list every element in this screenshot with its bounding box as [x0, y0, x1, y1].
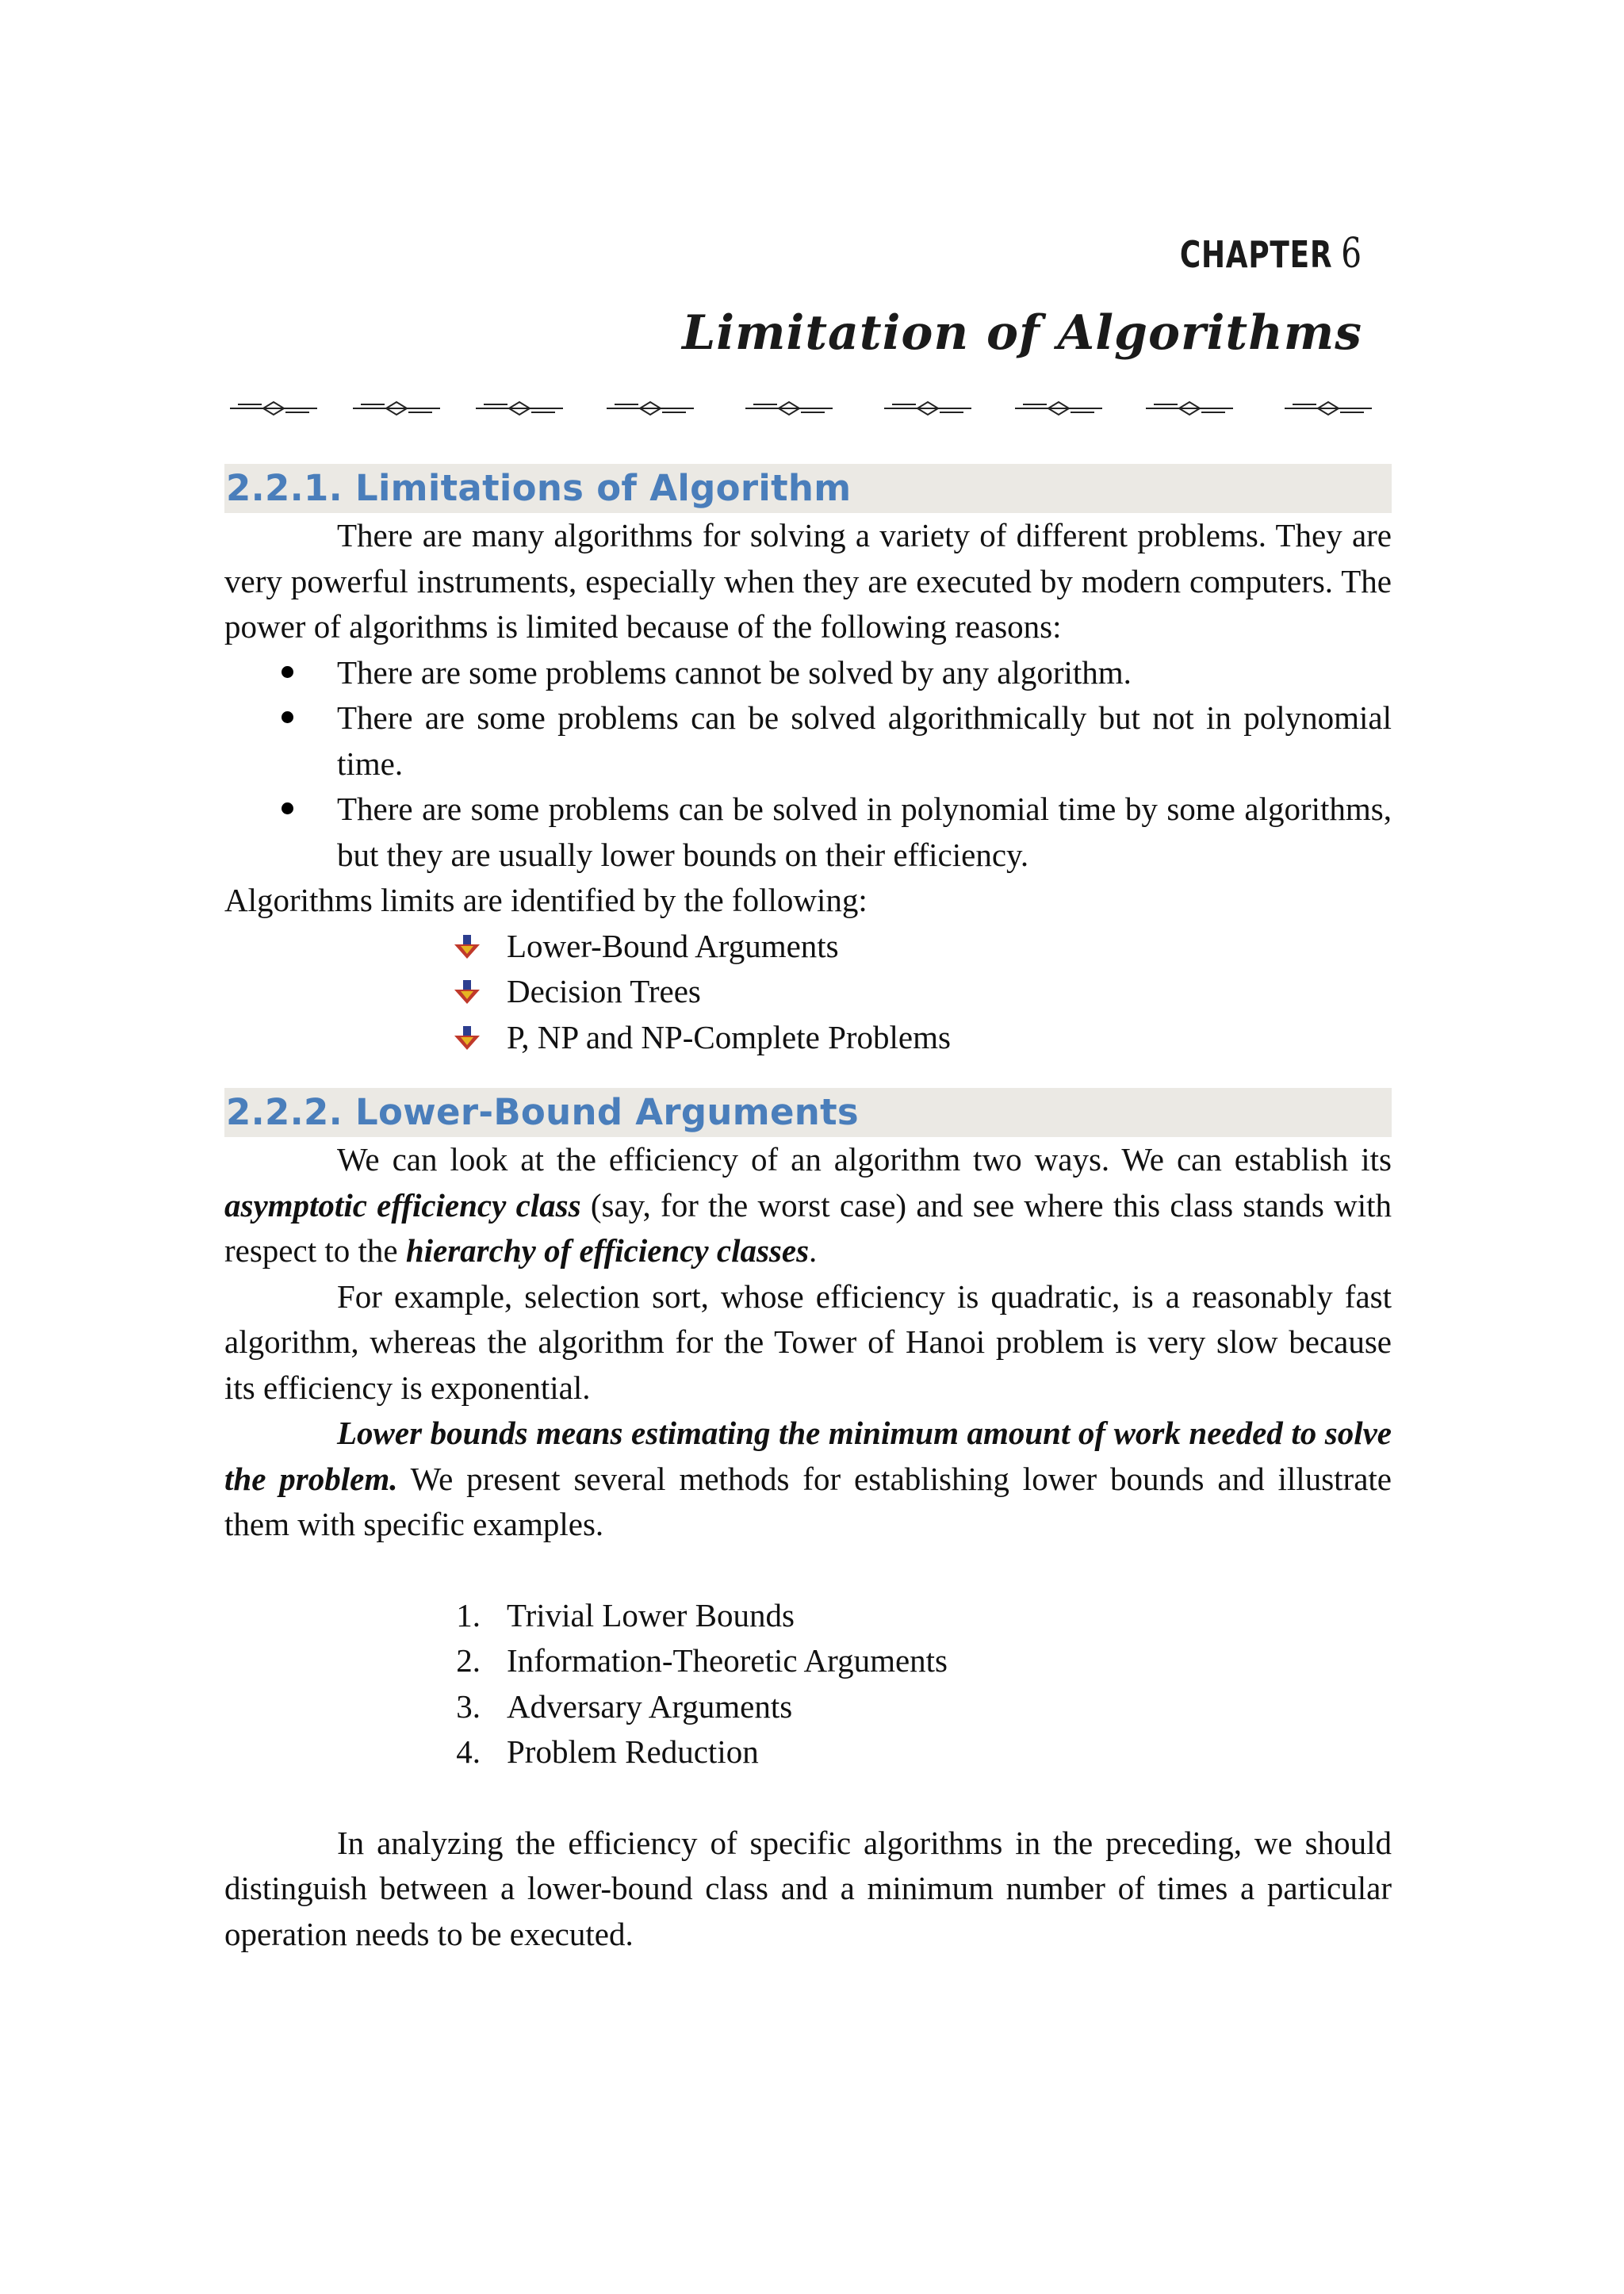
- emphasis-term: asymptotic efficiency class: [224, 1186, 581, 1224]
- down-arrow-bullet-icon: [453, 980, 481, 1005]
- chapter-title: Limitation of Algorithms: [682, 305, 1362, 361]
- diamond-ornament-icon: [230, 393, 1380, 424]
- list-item: [224, 1638, 1392, 1684]
- list-item: [224, 924, 1392, 970]
- down-arrow-bullet-icon: [453, 935, 481, 960]
- list-item-text: Lower-Bound Arguments: [507, 927, 839, 964]
- list-number: 1.: [456, 1596, 481, 1633]
- paragraph-analysis: In analyzing the efficiency of specific algorithms in the preceding, we should distinguish between a lower-bound class and a minimum number of times a particular operation needs to be executed.: [224, 1824, 1392, 1952]
- list-item: [224, 695, 1392, 787]
- emphasis-term: hierarchy of efficiency classes: [405, 1232, 810, 1269]
- paragraph-efficiency: [224, 1137, 1392, 1274]
- section-heading: 2.2.1. Limitations of Algorithm: [224, 464, 1392, 513]
- list-item-text: P, NP and NP-Complete Problems: [507, 1018, 951, 1055]
- paragraph-example: For example, selection sort, whose efficiency is quadratic, is a reasonably fast algorithm, whereas the algorithm for the Tower of Hanoi problem is very slow because its efficiency is exponential.: [224, 1277, 1392, 1406]
- bullet-dot-icon: [282, 666, 293, 678]
- chapter-label-text: CHAPTER: [1179, 233, 1333, 276]
- list-item-text: There are some problems can be solved in polynomial time by some algorithms, but they are usually lower bounds on their efficiency.: [337, 791, 1392, 873]
- list-intro: Algorithms limits are identified by the following:: [224, 882, 868, 918]
- bullet-dot-icon: [282, 711, 293, 723]
- text-run: (say, for the worst case) and see where this class stands with respect to the: [224, 1186, 1392, 1269]
- list-item-text: There are some problems can be solved algorithmically but not in polynomial time.: [337, 699, 1392, 782]
- list-item: [224, 1729, 1392, 1775]
- list-item-text: There are some problems cannot be solved by any algorithm.: [337, 653, 1132, 691]
- down-arrow-bullet-icon: [453, 1026, 481, 1051]
- section-lower-bound: [224, 1088, 1392, 1957]
- list-item: [224, 1593, 1392, 1639]
- text-run: We present several methods for establishing lower bounds and illustrate them with specific examples.: [224, 1460, 1392, 1542]
- section-limitations: [224, 464, 1392, 1060]
- list-item-text: Trivial Lower Bounds: [507, 1596, 795, 1633]
- list-item: [224, 650, 1392, 696]
- section-heading: 2.2.2. Lower-Bound Arguments: [224, 1088, 1392, 1137]
- text-run: .: [809, 1232, 818, 1269]
- chapter-number: 6: [1341, 230, 1362, 278]
- text-run: We can look at the efficiency of an algorithm two ways. We can establish its: [337, 1141, 1392, 1178]
- bullet-dot-icon: [282, 802, 293, 814]
- limits-list: [224, 924, 1392, 1061]
- list-item: [224, 969, 1392, 1015]
- reasons-list: [224, 650, 1392, 879]
- spacer: [224, 1548, 1392, 1593]
- list-item: [224, 1684, 1392, 1730]
- list-item: [224, 787, 1392, 878]
- list-item-text: Problem Reduction: [507, 1733, 759, 1770]
- spacer: [224, 1775, 1392, 1821]
- list-item-text: Information-Theoretic Arguments: [507, 1642, 948, 1679]
- intro-paragraph: There are many algorithms for solving a variety of different problems. They are very powerful instruments, especially when they are executed by modern computers. The power of algorithms is limited because of the following reasons:: [224, 517, 1392, 645]
- list-number: 2.: [456, 1642, 481, 1679]
- methods-list: [224, 1593, 1392, 1775]
- chapter-label: [1180, 230, 1362, 278]
- list-number: 4.: [456, 1733, 481, 1770]
- list-item-text: Adversary Arguments: [507, 1687, 793, 1725]
- list-number: 3.: [456, 1687, 481, 1725]
- list-item-text: Decision Trees: [507, 973, 701, 1009]
- list-item: [224, 1015, 1392, 1061]
- paragraph-definition: [224, 1411, 1392, 1548]
- emphasis-definition: Lower bounds means estimating the minimum amount of work needed to solve the problem.: [224, 1415, 1392, 1497]
